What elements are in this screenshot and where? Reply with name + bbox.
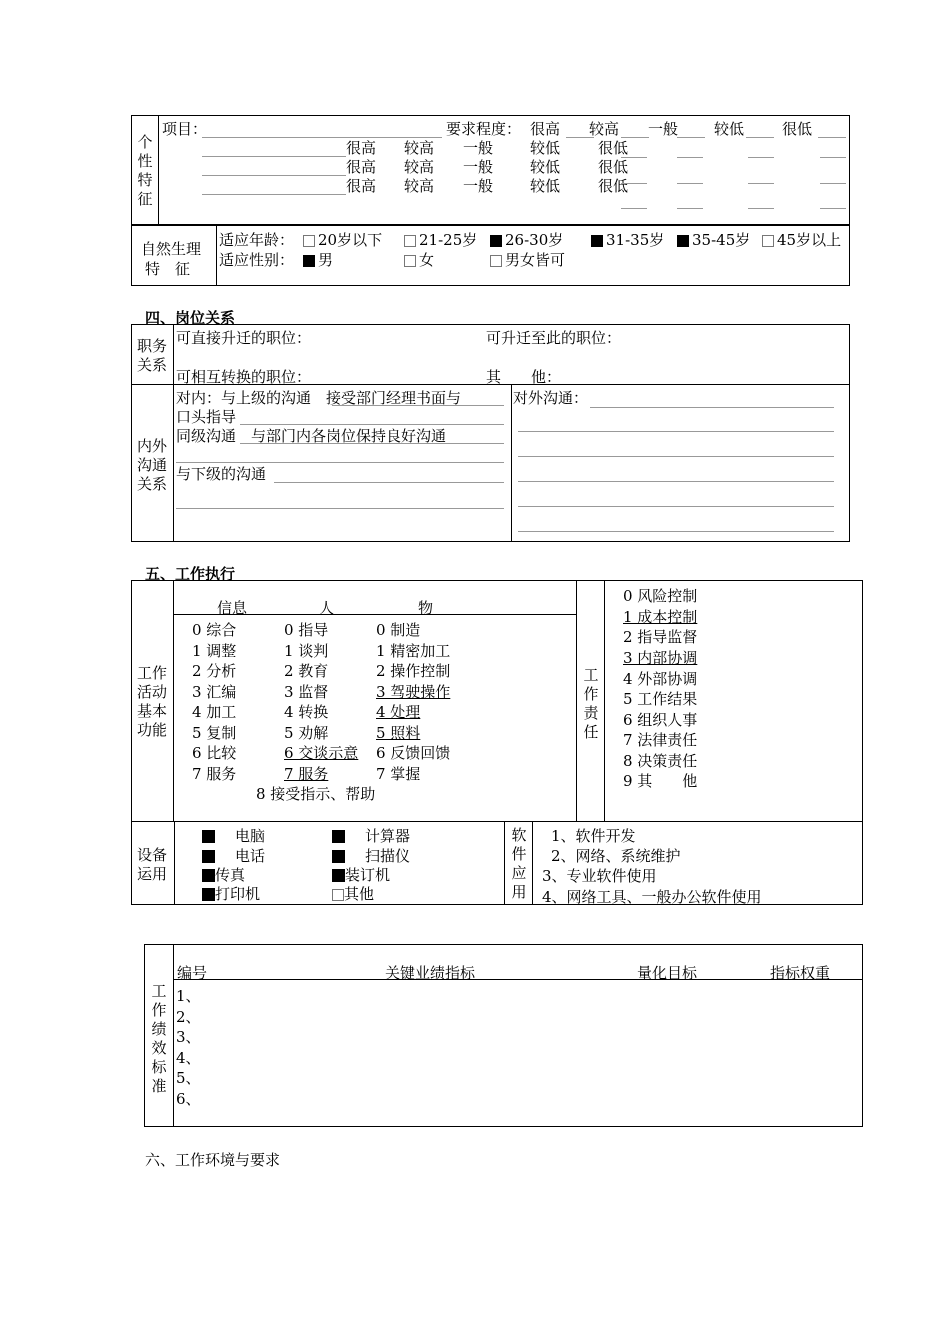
- checkbox-icon[interactable]: [591, 235, 603, 247]
- resp-item: 5 工作结果: [623, 690, 698, 708]
- performance-table: [144, 944, 863, 1127]
- resp-side-label: 工作责任: [583, 666, 599, 741]
- extra-item: 8 接受指示、帮助: [256, 785, 376, 803]
- level-option: 一般: [648, 120, 679, 138]
- header-things: 物: [418, 599, 434, 617]
- level-option: 很高: [346, 158, 377, 176]
- internal-comm-cont: 口头指导: [176, 408, 237, 426]
- software-item: 2、网络、系统维护: [551, 847, 681, 865]
- software-item: 4、网络工具、一般办公软件使用: [542, 888, 762, 906]
- equipment-option[interactable]: 电话: [202, 845, 265, 866]
- level-option: 较低: [714, 120, 745, 138]
- things-item: 0 制造: [376, 621, 421, 639]
- checkbox-icon[interactable]: [202, 830, 215, 843]
- level-option: 很高: [346, 177, 377, 195]
- info-item: 1 调整: [192, 642, 237, 660]
- equipment-option[interactable]: 计算器: [332, 825, 410, 846]
- level-option: 一般: [463, 177, 494, 195]
- resp-item: 9 其 他: [623, 772, 698, 790]
- checkbox-icon[interactable]: [332, 850, 345, 863]
- physical-side-label-2: 特 征: [145, 260, 191, 278]
- section6-title: 六、工作环境与要求: [145, 1151, 281, 1169]
- things-item: 2 操作控制: [376, 662, 451, 680]
- section5-title: 五、工作执行: [145, 565, 236, 583]
- things-item: 4 处理: [376, 703, 421, 721]
- level-option: 很低: [598, 158, 629, 176]
- promote-to: 可升迁至此的职位：: [486, 329, 622, 347]
- things-item: 3 驾驶操作: [376, 683, 451, 701]
- level-option: 很低: [598, 177, 629, 195]
- equipment-option[interactable]: 打印机: [202, 883, 260, 904]
- perf-row-number: 6、: [176, 1089, 201, 1108]
- age-label: 适应年龄：: [219, 231, 295, 249]
- age-option[interactable]: 45岁以上: [762, 229, 841, 250]
- perf-header-weight: 指标权重: [770, 964, 831, 982]
- resp-item: 7 法律责任: [623, 731, 698, 749]
- performance-side-label: 工作绩效标准: [151, 982, 167, 1095]
- info-item: 6 比较: [192, 744, 237, 762]
- people-item: 4 转换: [284, 703, 329, 721]
- checkbox-icon[interactable]: [404, 255, 416, 267]
- level-option: 一般: [463, 158, 494, 176]
- activity-side-label: 工作活动基本功能: [136, 664, 167, 739]
- level-option: 较低: [530, 139, 561, 157]
- perf-header-kpi: 关键业绩指标: [385, 964, 476, 982]
- promote-direct: 可直接升迁的职位：: [176, 329, 312, 347]
- sub-comm: 与下级的沟通: [176, 465, 267, 483]
- people-item: 0 指导: [284, 621, 329, 639]
- people-item: 5 劝解: [284, 724, 329, 742]
- resp-item: 2 指导监督: [623, 628, 698, 646]
- checkbox-icon[interactable]: [202, 850, 215, 863]
- physical-side-label-1: 自然生理: [141, 240, 202, 258]
- item-label: 项目：: [162, 120, 208, 138]
- equipment-option[interactable]: 扫描仪: [332, 845, 410, 866]
- resp-item: 8 决策责任: [623, 752, 698, 770]
- level-option: 较低: [530, 177, 561, 195]
- checkbox-icon[interactable]: [404, 235, 416, 247]
- gender-option[interactable]: 男女皆可: [490, 249, 565, 270]
- resp-item: 0 风险控制: [623, 587, 698, 605]
- perf-row-number: 4、: [176, 1048, 201, 1067]
- section4-title: 四、岗位关系: [145, 309, 236, 327]
- things-item: 6 反馈回馈: [376, 744, 451, 762]
- level-option: 一般: [463, 139, 494, 157]
- resp-item: 6 组织人事: [623, 711, 698, 729]
- job-side-label: 职务关系: [136, 337, 167, 374]
- perf-row-number: 3、: [176, 1028, 201, 1046]
- perf-row-number: 1、: [176, 987, 201, 1005]
- equipment-option[interactable]: 传真: [202, 864, 245, 885]
- level-option: 较高: [404, 158, 435, 176]
- perf-header-target: 量化目标: [637, 964, 698, 982]
- level-option: 很低: [598, 139, 629, 157]
- things-item: 5 照料: [376, 724, 421, 742]
- personality-side-label: 个性特征: [137, 133, 153, 208]
- checkbox-icon[interactable]: [303, 235, 315, 247]
- software-side-label: 软件应用: [511, 826, 527, 901]
- people-item: 7 服务: [284, 765, 329, 783]
- transfer-positions: 可相互转换的职位：: [176, 368, 312, 386]
- people-item: 1 谈判: [284, 642, 329, 660]
- software-item: 1、软件开发: [551, 827, 636, 845]
- info-item: 7 服务: [192, 765, 237, 783]
- resp-item: 1 成本控制: [623, 608, 698, 626]
- info-item: 0 综合: [192, 621, 237, 639]
- checkbox-icon[interactable]: [677, 235, 689, 247]
- perf-header-no: 编号: [177, 964, 208, 982]
- equipment-option[interactable]: 电脑: [202, 825, 265, 846]
- level-option: 较低: [530, 158, 561, 176]
- age-option[interactable]: 21-25岁: [404, 229, 477, 250]
- people-item: 2 教育: [284, 662, 329, 680]
- checkbox-icon[interactable]: [490, 235, 502, 247]
- peer-comm: 同级沟通 与部门内各岗位保持良好沟通: [176, 427, 447, 445]
- resp-item: 4 外部协调: [623, 670, 698, 688]
- info-item: 3 汇编: [192, 683, 237, 701]
- level-option: 很高: [346, 139, 377, 157]
- level-option: 很高: [530, 120, 561, 138]
- equip-side-label: 设备运用: [136, 846, 167, 883]
- people-item: 6 交谈示意: [284, 744, 359, 762]
- things-item: 1 精密加工: [376, 642, 451, 660]
- level-option: 较高: [589, 120, 620, 138]
- equipment-option[interactable]: 其他: [332, 883, 374, 904]
- gender-label: 适应性别：: [219, 251, 295, 269]
- things-item: 7 掌握: [376, 765, 421, 783]
- gender-option[interactable]: 女: [404, 249, 434, 270]
- checkbox-icon[interactable]: [332, 889, 344, 901]
- checkbox-icon[interactable]: [202, 869, 215, 882]
- header-people: 人: [319, 599, 335, 617]
- comm-side-label: 内外沟通关系: [136, 437, 167, 493]
- level-option: 很低: [782, 120, 813, 138]
- internal-comm: 对内：与上级的沟通 接受部门经理书面与: [176, 389, 462, 407]
- checkbox-icon[interactable]: [332, 869, 345, 882]
- req-label: 要求程度：: [446, 120, 522, 138]
- external-comm: 对外沟通：: [513, 389, 589, 407]
- age-option[interactable]: 26-30岁: [490, 229, 563, 250]
- level-option: 较高: [404, 177, 435, 195]
- age-option[interactable]: 35-45岁: [677, 229, 750, 250]
- resp-item: 3 内部协调: [623, 649, 698, 667]
- equipment-option[interactable]: 装订机: [332, 864, 390, 885]
- checkbox-icon[interactable]: [332, 830, 345, 843]
- software-item: 3、专业软件使用: [542, 867, 657, 885]
- age-option[interactable]: 20岁以下: [303, 229, 382, 250]
- gender-option[interactable]: 男: [303, 249, 333, 270]
- people-item: 3 监督: [284, 683, 329, 701]
- perf-row-number: 2、: [176, 1007, 201, 1026]
- info-item: 4 加工: [192, 703, 237, 721]
- checkbox-icon[interactable]: [762, 235, 774, 247]
- checkbox-icon[interactable]: [303, 255, 315, 267]
- level-option: 较高: [404, 139, 435, 157]
- info-item: 5 复制: [192, 724, 237, 742]
- checkbox-icon[interactable]: [490, 255, 502, 267]
- other-positions: 其 他：: [486, 368, 562, 386]
- checkbox-icon[interactable]: [202, 888, 215, 901]
- perf-row-number: 5、: [176, 1069, 201, 1087]
- header-info: 信息: [217, 599, 248, 617]
- age-option[interactable]: 31-35岁: [591, 229, 664, 250]
- info-item: 2 分析: [192, 662, 237, 680]
